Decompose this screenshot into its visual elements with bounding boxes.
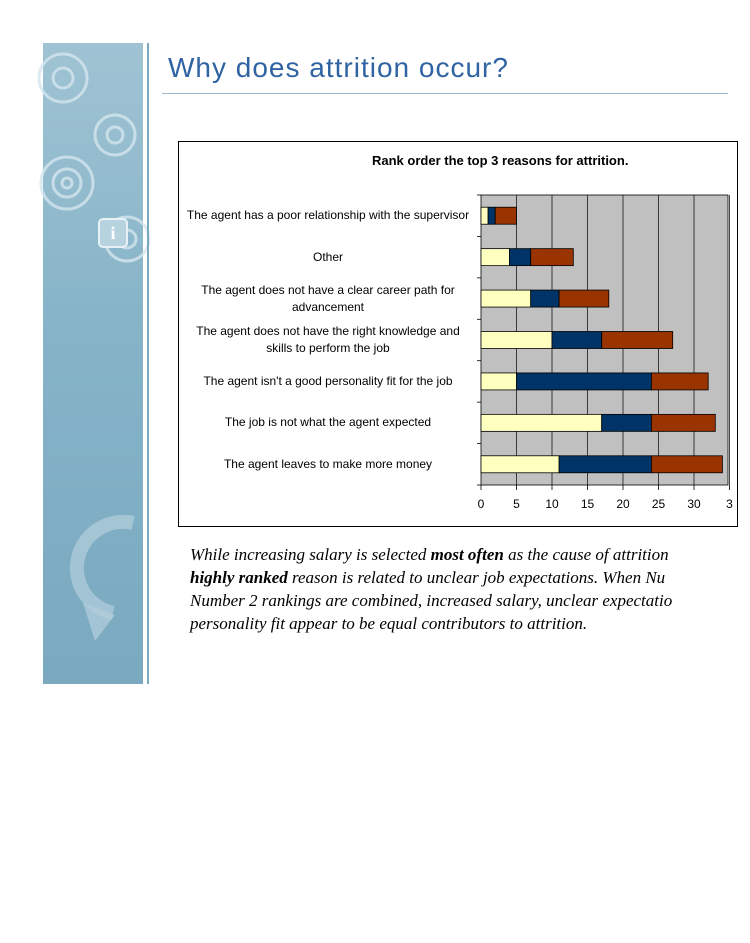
bar-segment <box>531 290 559 307</box>
x-tick-label: 20 <box>616 497 630 511</box>
bar-segment <box>481 290 531 307</box>
bar-segment <box>481 332 552 349</box>
bar-segment <box>481 456 559 473</box>
category-label: The agent does not have the right knowledge and skills to perform the job <box>196 324 460 355</box>
svg-text:i: i <box>110 223 116 243</box>
category-label: The job is not what the agent expected <box>224 415 432 430</box>
bar-segment <box>552 332 602 349</box>
bar-segment <box>602 414 652 431</box>
category-label: The agent does not have a clear career path for advancement <box>201 282 455 314</box>
x-tick-label: 3 <box>726 497 733 511</box>
x-tick-label: 15 <box>580 497 595 511</box>
bar-segment <box>651 373 708 390</box>
caption-text <box>190 543 750 635</box>
bar-segment <box>602 332 673 349</box>
bar-segment <box>481 207 488 224</box>
caption-line-3: Number 2 rankings are combined, increased salary, unclear expectatio <box>190 591 673 610</box>
x-tick-label: 10 <box>545 497 559 511</box>
slide-title: Why does attrition occur? <box>168 52 509 83</box>
caption-line-4: personality fit appear to be equal contributors to attrition. <box>190 614 588 633</box>
bar-segment <box>488 207 495 224</box>
x-tick-label: 25 <box>651 497 666 511</box>
bar-segment <box>559 456 651 473</box>
bar-segment <box>651 456 722 473</box>
bar-segment <box>481 373 517 390</box>
category-label: The agent has a poor relationship with the supervisor <box>186 208 470 223</box>
caption-line-1: While increasing salary is selected most often as the cause of attrition <box>190 545 669 564</box>
bar-segment <box>517 373 652 390</box>
bar-segment <box>481 414 602 431</box>
category-label: The agent isn't a good personality fit for the job <box>203 373 453 388</box>
chart-title: Rank order the top 3 reasons for attrition. <box>372 153 629 168</box>
bar-segment <box>481 249 509 266</box>
bar-segment <box>559 290 609 307</box>
x-tick-label: 30 <box>687 497 701 511</box>
x-tick-label: 5 <box>513 497 520 511</box>
caption-line-2: highly ranked reason is related to unclear job expectations. When Nu <box>190 568 666 587</box>
category-label: Other <box>312 249 343 264</box>
x-tick-label: 0 <box>477 497 485 511</box>
category-label: The agent leaves to make more money <box>223 456 433 471</box>
bar-segment <box>509 249 530 266</box>
bar-segment <box>651 414 715 431</box>
bar-segment <box>495 207 516 224</box>
bar-segment <box>531 249 574 266</box>
